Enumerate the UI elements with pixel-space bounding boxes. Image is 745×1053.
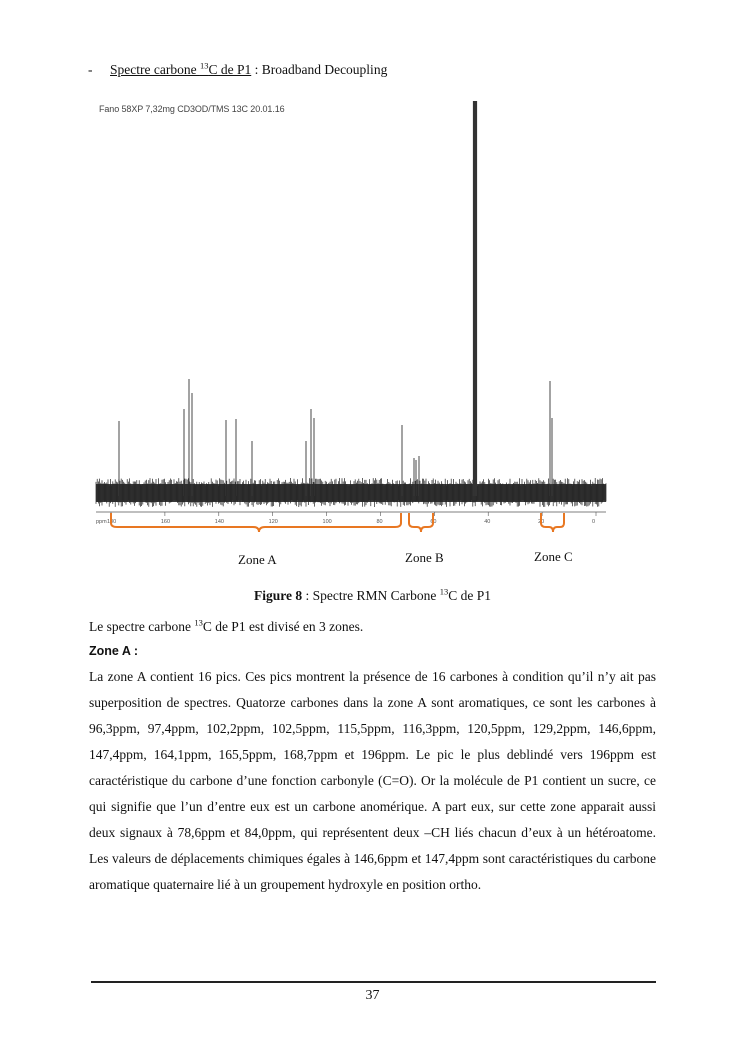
x-axis-tick-label: 100 <box>322 519 332 525</box>
zone-a-heading: Zone A : <box>89 644 139 658</box>
x-axis-ticks <box>107 512 596 525</box>
spectrum-peaks <box>119 101 552 496</box>
page-number: 37 <box>365 988 380 1003</box>
x-axis-tick-label: 180 <box>107 519 117 525</box>
section-suffix: : Broadband Decoupling <box>251 62 388 77</box>
x-axis-label: ppm <box>96 519 107 525</box>
x-axis-tick-label: 80 <box>376 519 383 525</box>
x-axis-tick-label: 160 <box>160 519 171 525</box>
x-axis-tick-label: 40 <box>484 519 491 525</box>
zone-b-label: Zone B <box>405 550 444 565</box>
zone-a-label: Zone A <box>238 552 277 567</box>
nmr-spectrum-plot <box>89 96 615 566</box>
zone-brackets <box>111 513 564 532</box>
list-dash: - <box>88 62 93 77</box>
section-heading <box>88 62 387 78</box>
figure-caption: Figure 8 : Spectre RMN Carbone $^{13}$C de P1 <box>254 586 491 603</box>
x-axis-tick-label: 60 <box>430 519 437 525</box>
zone-a-paragraph: La zone A contient 16 pics. Ces pics montrent la présence de 16 carbones à condition qu’il n’y ait pas superposition de spectres. Quatorze carbones dans la zone A sont aromatiques, ce sont les carbones à 96,3ppm, 97,4ppm, 102,2ppm, 102,5ppm, 115,5ppm, 116,3ppm, 120,5ppm, 129,2ppm, 146,6ppm, 147,4ppm, 164,1ppm, 165,5ppm, 168,7ppm et 196ppm. Le pic le plus deblindé vers 196ppm est caractéristique du carbone d’une fonction carbonyle (C=O). Or la molécule de P1 contient un sucre, ce qui signifie que l’un d’entre eux est un carbone anomérique. A part eux, sur cette zone apparait aussi deux signaux à 78,6ppm et 84,0ppm, qui représentent deux –CH liés chacun d’eux à un hétéroatome. Les valeurs de déplacements chimiques égales à 146,6ppm et 147,4ppm sont caractéristiques du carbone aromatique quaternaire lié à un groupement hydroxyle en position ortho. <box>89 669 656 892</box>
x-axis-tick-label: 140 <box>214 519 224 525</box>
footer-rule <box>91 981 656 983</box>
zone-c-label: Zone C <box>534 549 573 564</box>
intro-sentence: Le spectre carbone $^{13}$C de P1 est divisé en 3 zones. <box>89 617 364 634</box>
x-axis-tick-label: 20 <box>538 519 545 525</box>
section-title: Spectre carbone $^{13}$C de P1 <box>110 60 252 77</box>
x-axis-tick-label: 120 <box>268 519 278 525</box>
spectrum-header: Fano 58XP 7,32mg CD3OD/TMS 13C 20.01.16 <box>99 104 285 114</box>
zone-a-bracket <box>111 513 401 532</box>
baseline-noise <box>96 478 606 507</box>
zone-c-bracket <box>541 513 564 532</box>
x-axis-tick-label: 0 <box>592 519 596 525</box>
